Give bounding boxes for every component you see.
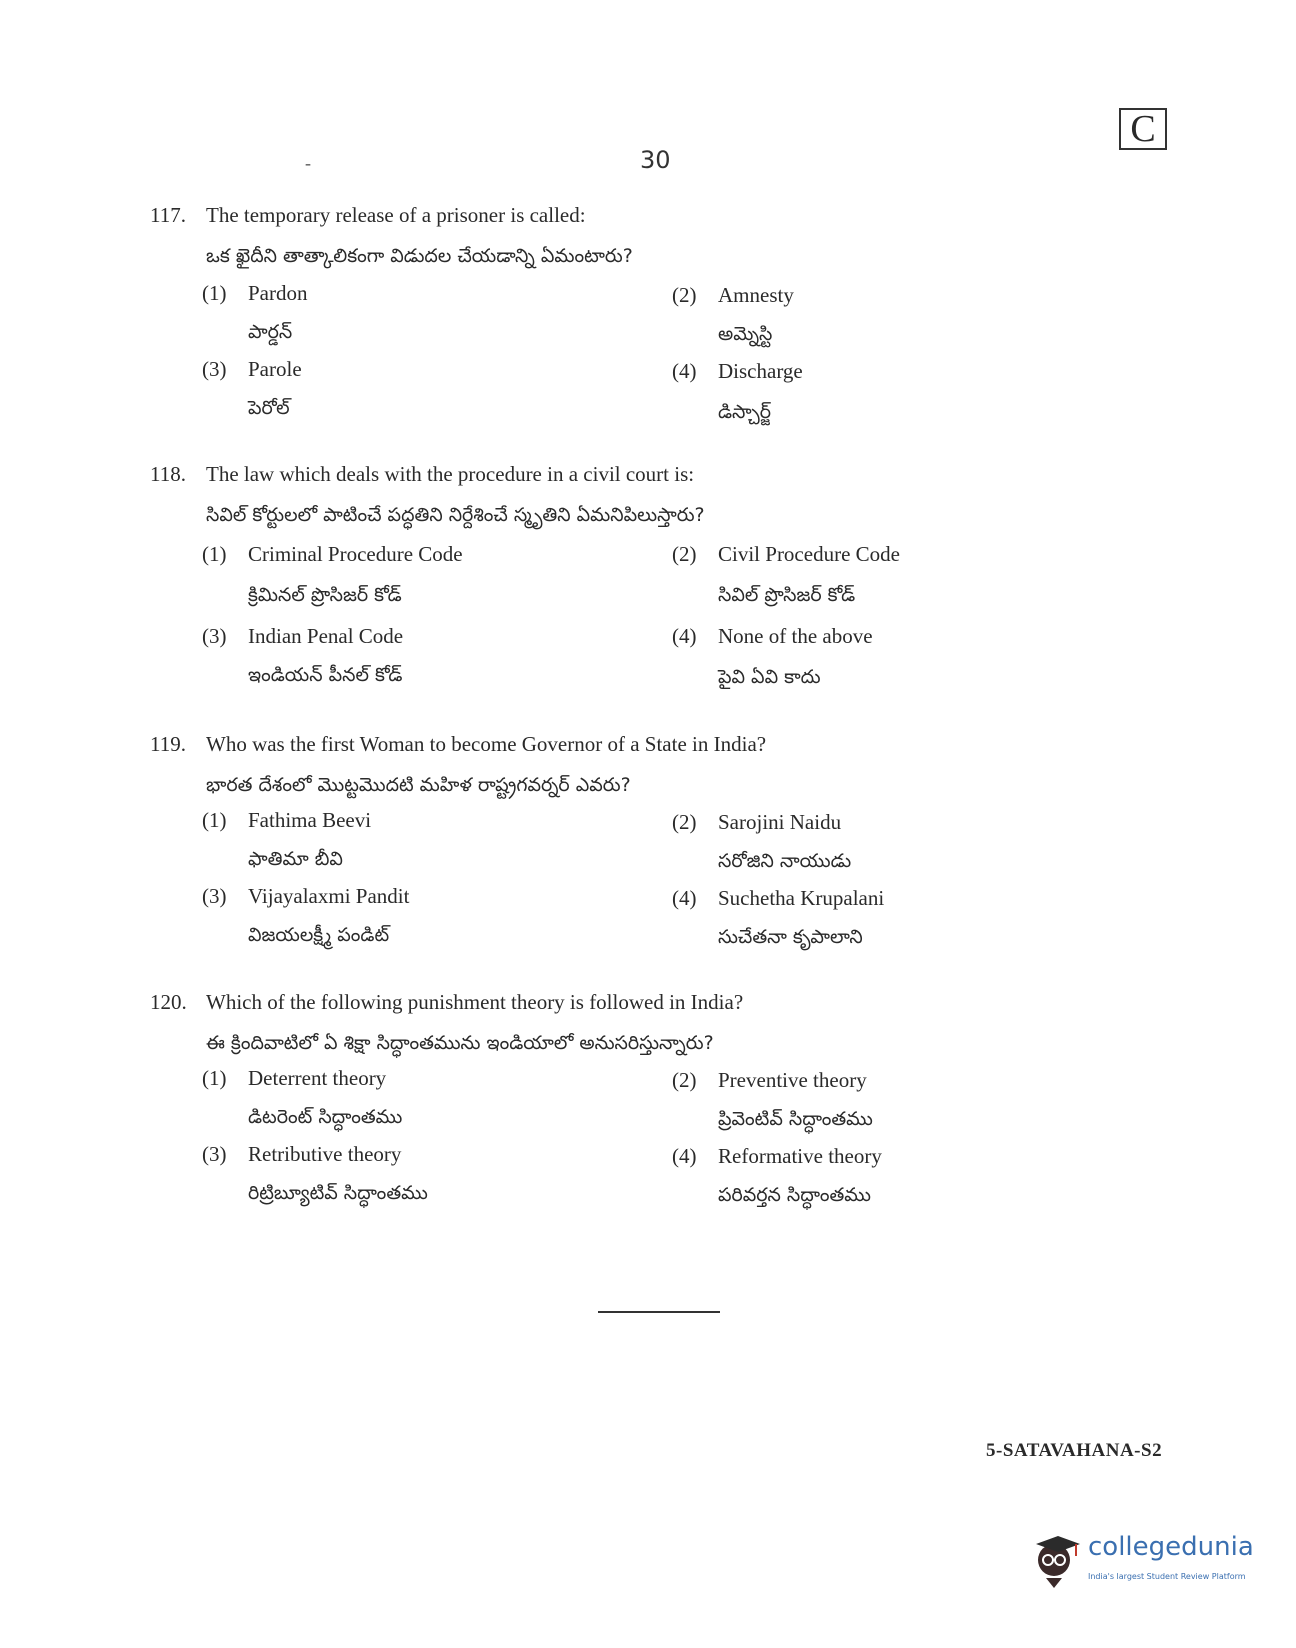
option-1: (1) Deterrent theory <box>202 1066 387 1090</box>
option-3: (3) Parole <box>202 357 302 381</box>
watermark-name: collegedunia <box>1088 1532 1254 1562</box>
option-4: (4) Suchetha Krupalani <box>672 886 885 910</box>
option-1-telugu: క్రిమినల్ ప్రొసిజర్ కోడ్ <box>248 584 402 606</box>
option-3: (3) Retributive theory <box>202 1142 402 1166</box>
option-3: (3) Vijayalaxmi Pandit <box>202 884 410 908</box>
question-number: 120. <box>150 990 187 1014</box>
option-2-telugu: ప్రివెంటివ్ సిద్ధాంతము <box>718 1108 873 1130</box>
option-2-telugu: సరోజిని నాయుడు <box>718 850 852 872</box>
option-3-telugu: పెరోల్ <box>248 397 290 419</box>
mascot-icon <box>1028 1528 1084 1594</box>
watermark-tagline: India's largest Student Review Platform <box>1088 1572 1246 1581</box>
option-1-telugu: డిటరెంట్ సిద్ధాంతము <box>248 1106 403 1128</box>
question-text-telugu: ఈ క్రిందివాటిలో ఏ శిక్షా సిద్ధాంతమును ఇండియాలో అనుసరిస్తున్నారు? <box>206 1032 714 1054</box>
option-2: (2) Amnesty <box>672 283 794 307</box>
watermark-logo <box>1028 1528 1254 1598</box>
option-3-telugu: రిట్రిబ్యూటివ్ సిద్ధాంతము <box>248 1182 428 1204</box>
option-4: (4) Discharge <box>672 359 803 383</box>
option-4-telugu: పైవి ఏవి కాదు <box>718 666 821 688</box>
option-2-telugu: అమ్నెస్టి <box>718 323 773 345</box>
question-text-english: Which of the following punishment theory is followed in India? <box>206 990 744 1014</box>
option-2: (2) Sarojini Naidu <box>672 810 842 834</box>
option-4: (4) Reformative theory <box>672 1144 882 1168</box>
option-2: (2) Civil Procedure Code <box>672 542 900 566</box>
option-4: (4) None of the above <box>672 624 873 648</box>
question-number: 118. <box>150 462 186 486</box>
paper-code: 5-SATAVAHANA-S2 <box>986 1440 1163 1461</box>
option-1-telugu: ఫాతిమా బీవి <box>248 848 343 870</box>
option-1-telugu: పార్డన్ <box>248 321 293 343</box>
option-2: (2) Preventive theory <box>672 1068 867 1092</box>
option-1: (1) Fathima Beevi <box>202 808 372 832</box>
question-text-telugu: భారత దేశంలో మొట్టమొదటి మహిళ రాష్ట్రగవర్నర్ ఎవరు? <box>206 774 631 796</box>
question-text-telugu: ఒక ఖైదీని తాత్కాలికంగా విడుదల చేయడాన్ని ఏమంటారు? <box>206 245 633 267</box>
option-3-telugu: ఇండియన్ పీనల్ కోడ్ <box>248 664 403 686</box>
option-3: (3) Indian Penal Code <box>202 624 404 648</box>
question-number: 119. <box>150 732 186 756</box>
page-number: 30 <box>640 146 671 174</box>
question-text-english: The law which deals with the procedure in a civil court is: <box>206 462 695 486</box>
option-4-telugu: పరివర్తన సిద్ధాంతము <box>718 1184 871 1206</box>
option-1: (1) Pardon <box>202 281 308 305</box>
question-number: 117. <box>150 203 186 227</box>
option-1: (1) Criminal Procedure Code <box>202 542 463 566</box>
question-text-telugu: సివిల్ కోర్టులలో పాటించే పద్ధతిని నిర్దేశించే స్మృతిని ఏమనిపిలుస్తారు? <box>206 504 705 526</box>
end-of-section-rule <box>598 1311 720 1313</box>
question-text-english: Who was the first Woman to become Governor of a State in India? <box>206 732 767 756</box>
dash-mark: - <box>305 153 311 173</box>
question-text-english: The temporary release of a prisoner is called: <box>206 203 586 227</box>
option-3-telugu: విజయలక్ష్మీ పండిట్ <box>248 924 390 946</box>
option-2-telugu: సివిల్ ప్రొసిజర్ కోడ్ <box>718 584 856 606</box>
option-4-telugu: డిస్చార్జ్ <box>718 401 772 423</box>
booklet-code-box: C <box>1119 108 1167 150</box>
option-4-telugu: సుచేతనా కృపాలాని <box>718 926 863 948</box>
